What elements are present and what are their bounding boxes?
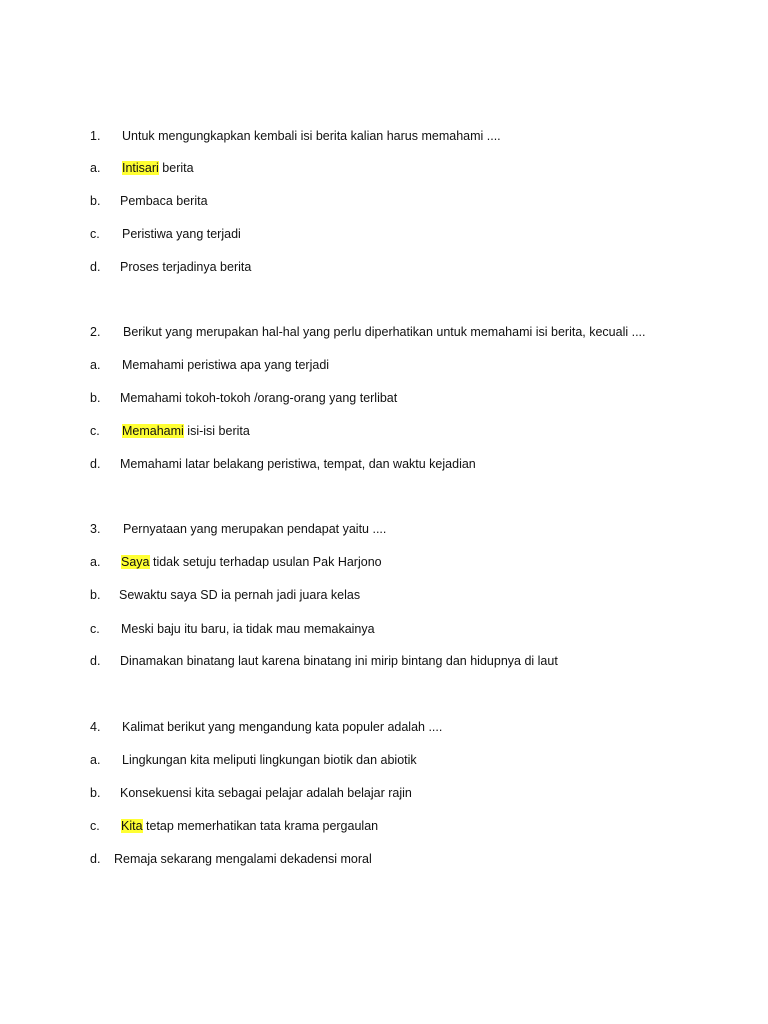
option-letter: d.: [90, 654, 101, 668]
option-letter: b.: [90, 786, 101, 800]
question-text: Pernyataan yang merupakan pendapat yaitu ....: [123, 522, 387, 536]
option-letter: b.: [90, 391, 101, 405]
question-text: Kalimat berikut yang mengandung kata populer adalah ....: [122, 720, 443, 734]
option-letter: c.: [90, 622, 100, 636]
option-text: Memahami latar belakang peristiwa, tempat, dan waktu kejadian: [120, 457, 476, 471]
option-text: Proses terjadinya berita: [120, 260, 252, 274]
option-rest: tetap memerhatikan tata krama pergaulan: [142, 819, 379, 833]
option-text: Pembaca berita: [120, 194, 208, 208]
option-text: Remaja sekarang mengalami dekadensi moral: [114, 852, 372, 866]
option-text: Memahami tokoh-tokoh /orang-orang yang terlibat: [120, 391, 398, 405]
question-number: 4.: [90, 720, 101, 734]
highlighted-word: Saya: [121, 555, 150, 569]
option-text: [121, 554, 382, 570]
option-letter: b.: [90, 588, 101, 602]
option-text: Meski baju itu baru, ia tidak mau memakainya: [121, 622, 375, 636]
option-rest: isi-isi berita: [183, 424, 250, 438]
option-letter: a.: [90, 753, 101, 767]
option-letter: b.: [90, 194, 101, 208]
option-rest: berita: [158, 161, 194, 175]
option-letter: a.: [90, 555, 101, 569]
option-letter: a.: [90, 161, 101, 175]
option-letter: d.: [90, 260, 101, 274]
option-text: [121, 818, 378, 834]
question-text: Untuk mengungkapkan kembali isi berita kalian harus memahami ....: [122, 129, 501, 143]
option-rest: tidak setuju terhadap usulan Pak Harjono: [149, 555, 382, 569]
option-letter: c.: [90, 819, 100, 833]
highlighted-word: Kita: [121, 819, 143, 833]
option-text: [122, 160, 194, 176]
option-letter: d.: [90, 457, 101, 471]
option-text: [122, 423, 250, 439]
option-text: Sewaktu saya SD ia pernah jadi juara kelas: [119, 588, 361, 602]
option-text: Memahami peristiwa apa yang terjadi: [122, 358, 330, 372]
option-text: Dinamakan binatang laut karena binatang ini mirip bintang dan hidupnya di laut: [120, 654, 558, 668]
highlighted-word: Memahami: [122, 424, 184, 438]
question-number: 1.: [90, 129, 101, 143]
option-text: Peristiwa yang terjadi: [122, 227, 241, 241]
option-text: Konsekuensi kita sebagai pelajar adalah belajar rajin: [120, 786, 412, 800]
highlighted-word: Intisari: [122, 161, 159, 175]
option-letter: d.: [90, 852, 101, 866]
option-text: Lingkungan kita meliputi lingkungan biotik dan abiotik: [122, 753, 417, 767]
option-letter: c.: [90, 227, 100, 241]
question-text: Berikut yang merupakan hal-hal yang perlu diperhatikan untuk memahami isi berita, kecuali ....: [123, 325, 646, 339]
question-number: 2.: [90, 325, 101, 339]
option-letter: c.: [90, 424, 100, 438]
question-number: 3.: [90, 522, 101, 536]
option-letter: a.: [90, 358, 101, 372]
